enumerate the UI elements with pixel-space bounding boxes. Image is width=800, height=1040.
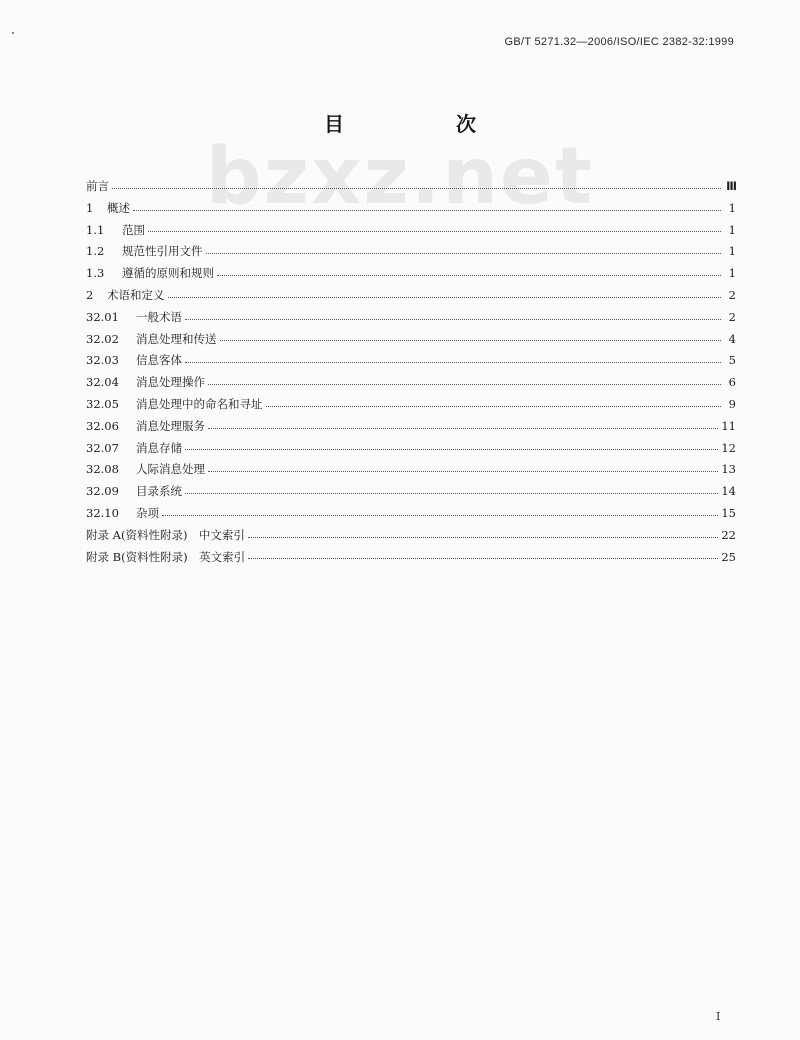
toc-entry-32-09[interactable] [86, 481, 736, 503]
toc-number: 32.07 [86, 440, 119, 455]
toc-label: 附录 B(资料性附录) 英文索引 [86, 549, 246, 564]
page-title: 目 次 [324, 112, 522, 136]
toc-label: 人际消息处理 [136, 462, 205, 477]
toc-label: 术语和定义 [107, 287, 165, 302]
toc-label: 遵循的原则和规则 [122, 266, 214, 281]
toc-page: 9 [728, 396, 736, 411]
toc-number: 32.09 [86, 484, 119, 499]
toc-page: 22 [721, 527, 736, 542]
toc-label: 前言 [86, 179, 109, 193]
dot-leader [185, 361, 721, 363]
toc-page: 2 [728, 309, 736, 324]
dot-leader [185, 492, 718, 494]
toc-page: 6 [728, 375, 736, 390]
dot-leader [133, 209, 721, 211]
toc-label: 消息处理和传送 [136, 331, 217, 346]
toc-number: 32.04 [86, 375, 119, 390]
toc-entry-32-07[interactable] [86, 438, 736, 460]
standard-header: GB/T 5271.32—2006/ISO/IEC 2382-32:1999 [504, 36, 734, 48]
toc-label: 消息处理操作 [136, 375, 205, 390]
toc-number: 1 [86, 200, 94, 215]
toc-number: 32.03 [86, 353, 119, 368]
scan-speck [12, 32, 14, 34]
dot-leader [266, 405, 722, 407]
toc-number: 32.02 [86, 331, 119, 346]
toc-number: 1.1 [86, 222, 105, 237]
toc-page: 4 [728, 331, 736, 346]
toc-entry-32-06[interactable] [86, 416, 736, 438]
dot-leader [220, 339, 722, 341]
toc-page: 12 [721, 440, 736, 455]
toc-number: 32.08 [86, 462, 119, 477]
toc-label: 一般术语 [136, 309, 182, 324]
toc-entry-appendix-a[interactable] [86, 525, 736, 547]
toc-number: 2 [86, 287, 94, 302]
dot-leader [206, 252, 722, 254]
toc-page: 15 [721, 505, 736, 520]
toc-label: 附录 A(资料性附录) 中文索引 [86, 527, 245, 542]
toc-page: 2 [728, 287, 736, 302]
toc-entry-32-10[interactable] [86, 503, 736, 525]
toc-number: 1.3 [86, 266, 105, 281]
toc-page: 1 [728, 222, 736, 237]
toc-entry-32-01[interactable] [86, 307, 736, 329]
toc-label: 规范性引用文件 [122, 244, 203, 259]
dot-leader [248, 536, 718, 538]
watermark: bzxz.net [205, 132, 595, 222]
table-of-contents [86, 176, 736, 568]
toc-label: 消息处理服务 [136, 418, 205, 433]
dot-leader [185, 318, 721, 320]
dot-leader [148, 230, 721, 232]
toc-label: 目录系统 [136, 484, 182, 499]
dot-leader [217, 274, 721, 276]
toc-entry-1-2[interactable] [86, 241, 736, 263]
toc-page: 11 [721, 418, 736, 433]
toc-entry-32-03[interactable] [86, 350, 736, 372]
toc-entry-foreword[interactable] [86, 176, 736, 198]
toc-label: 范围 [122, 222, 145, 237]
toc-entry-32-02[interactable] [86, 329, 736, 351]
toc-label: 消息处理中的命名和寻址 [136, 396, 263, 411]
toc-page: 1 [728, 244, 736, 259]
toc-entry-32-05[interactable] [86, 394, 736, 416]
toc-number: 32.05 [86, 396, 119, 411]
toc-entry-1[interactable] [86, 198, 736, 220]
toc-number: 32.06 [86, 418, 119, 433]
toc-label: 消息存储 [136, 440, 182, 455]
dot-leader [112, 187, 721, 189]
toc-page: 1 [728, 200, 736, 215]
toc-page: 14 [721, 484, 736, 499]
dot-leader [162, 514, 718, 516]
toc-page: Ⅲ [726, 179, 736, 193]
toc-number: 1.2 [86, 244, 105, 259]
toc-number: 32.01 [86, 309, 119, 324]
toc-entry-1-3[interactable] [86, 263, 736, 285]
dot-leader [208, 470, 718, 472]
dot-leader [208, 383, 721, 385]
toc-label: 概述 [107, 200, 130, 215]
toc-page: 25 [721, 549, 736, 564]
toc-entry-1-1[interactable] [86, 220, 736, 242]
toc-label: 杂项 [136, 505, 159, 520]
toc-page: 13 [721, 462, 736, 477]
toc-entry-32-04[interactable] [86, 372, 736, 394]
toc-page: 1 [728, 266, 736, 281]
toc-page: 5 [728, 353, 736, 368]
dot-leader [248, 557, 718, 559]
dot-leader [208, 427, 718, 429]
toc-entry-appendix-b[interactable] [86, 547, 736, 569]
toc-number: 32.10 [86, 505, 119, 520]
toc-entry-32-08[interactable] [86, 459, 736, 481]
page-number: I [716, 1010, 721, 1023]
toc-entry-2[interactable] [86, 285, 736, 307]
dot-leader [168, 296, 722, 298]
dot-leader [185, 448, 718, 450]
toc-label: 信息客体 [136, 353, 182, 368]
